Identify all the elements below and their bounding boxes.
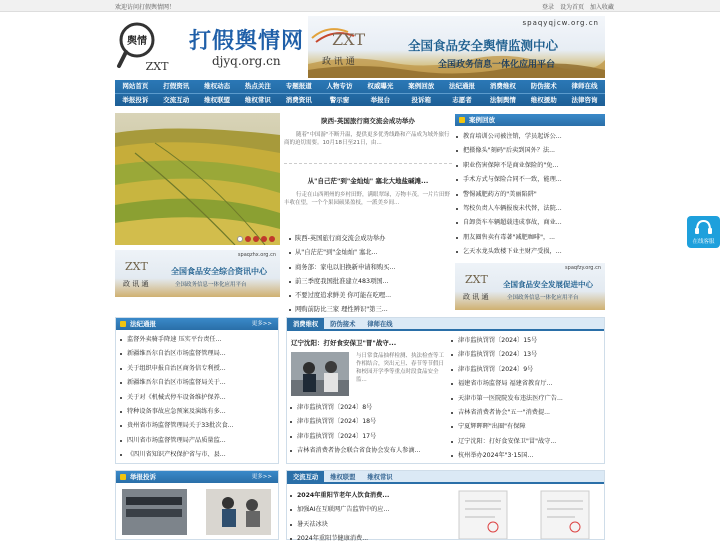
list-item[interactable]: 手术方式与保险合同不一致，能理... <box>455 173 605 187</box>
tab-anti-counterfeit[interactable]: 防伪接术 <box>330 321 356 328</box>
ad-title: 全国食品安全发展促进中心 <box>503 280 593 289</box>
list-item[interactable]: 津市监执罚罚〔2024〕15号 <box>450 334 604 348</box>
list-item[interactable]: 职业伤害保障不是商业保险的"免... <box>455 159 605 173</box>
list-item[interactable]: 教育培训公司被注销，学员起诉公... <box>455 130 605 144</box>
ad-banner-left[interactable] <box>115 250 280 297</box>
interaction-panel <box>286 470 605 543</box>
tab-interaction[interactable]: 交流互动 <box>287 471 324 482</box>
ad-subtitle: 全国政务信息一体化应用平台 <box>175 282 247 288</box>
news-list <box>288 232 452 318</box>
panel-icon <box>459 117 465 123</box>
ad-cn-name: 政 讯 通 <box>123 280 149 288</box>
ad-brand: ZXT <box>465 273 488 286</box>
list-item[interactable]: 自卸货车车辆超载违成事故，商业... <box>455 216 605 230</box>
ad-cn-name: 政 讯 通 <box>463 293 489 301</box>
list-item[interactable]: 朋友圈售卖有毒著"减肥咖啡"，... <box>455 231 605 245</box>
list-item[interactable]: 商务部：家电以旧换新申请和购买... <box>288 261 452 275</box>
list-item[interactable]: 警惕减肥药方的"美丽陷阱" <box>455 188 605 202</box>
list-item[interactable]: 2024年重阳节老年人饮食消费... <box>289 489 449 503</box>
list-item[interactable]: 津市监执罚罚〔2024〕13号 <box>450 348 604 362</box>
set-homepage-link[interactable]: 设为首页 <box>559 4 584 11</box>
tab-consumer-rights[interactable]: 消费维权 <box>287 318 324 329</box>
report-photo[interactable] <box>206 489 271 535</box>
law-panel <box>115 317 279 464</box>
tab-knowledge[interactable]: 维权常识 <box>367 474 393 481</box>
list-item[interactable]: 津市监执罚罚〔2024〕8号 <box>289 401 445 415</box>
list-item[interactable]: 吉林省消费者协会联合省食协会发布人参滴... <box>289 444 445 458</box>
ad-brand: ZXT <box>125 260 148 273</box>
nav-item[interactable]: 人物专访 <box>326 82 353 90</box>
online-service-button[interactable] <box>687 216 720 248</box>
list-item[interactable]: 吉林省消费者协会"五一"消费提... <box>450 406 604 420</box>
tab-alliance[interactable]: 维权联盟 <box>330 474 356 481</box>
nav-item[interactable]: 消费维权 <box>489 82 516 90</box>
case-panel <box>455 114 605 260</box>
panel-header <box>116 471 278 483</box>
list-item[interactable]: 关于组织申报自治区商务信专利授... <box>119 362 275 376</box>
nav-item[interactable]: 权威曝光 <box>367 82 394 90</box>
ad-subtitle: 全国政务信息一体化应用平台 <box>507 295 579 301</box>
tab-lawyer-online[interactable]: 律师在线 <box>367 321 393 328</box>
list-item[interactable]: 从"自茫茫"到"金灿灿" 塞北... <box>288 246 452 260</box>
nav-item[interactable]: 维权动态 <box>204 82 231 90</box>
nav-item[interactable]: 志愿者 <box>452 96 472 104</box>
list-item[interactable]: 加强AI在互联网广告监管中的应... <box>289 503 449 517</box>
top-banner[interactable] <box>308 16 605 78</box>
list-item[interactable]: 四川省市场监督管理局产品质量监... <box>119 434 275 448</box>
nav-item[interactable]: 案例回放 <box>408 82 435 90</box>
center-left-list <box>289 401 445 459</box>
list-item[interactable]: 贵州省市场监督管理局关于33批次食... <box>119 419 275 433</box>
site-header <box>115 14 605 79</box>
nav-item[interactable]: 投诉箱 <box>411 96 431 104</box>
nav-item[interactable]: 热点关注 <box>244 82 271 90</box>
list-item[interactable]: 《四川省知识产权保护省与市、县... <box>119 448 275 462</box>
nav-item[interactable]: 警示窗 <box>329 96 350 104</box>
nav-item[interactable]: 专题报道 <box>285 82 312 90</box>
nav-row-2 <box>115 93 605 106</box>
banner-url: spaqyqjcw.org.cn <box>522 19 599 27</box>
report-photos <box>116 483 278 539</box>
nav-item[interactable]: 法律咨询 <box>571 96 598 104</box>
logo-domain: djyq.org.cn <box>212 54 281 68</box>
panel-title: 法纪通报 <box>130 320 156 328</box>
ad-url: spaqfzy.org.cn <box>565 265 601 271</box>
site-logo[interactable] <box>115 14 305 79</box>
nav-item[interactable]: 举报投诉 <box>122 96 149 104</box>
list-item[interactable]: 暑天祛冰块 <box>289 518 449 532</box>
panel-header <box>116 318 278 330</box>
center-right-list <box>450 334 604 464</box>
online-service-label: 在线客服 <box>692 239 715 245</box>
more-link[interactable]: 更多>> <box>251 321 272 327</box>
ad-banner-right[interactable] <box>455 263 605 310</box>
ad-title: 全国食品安全综合资讯中心 <box>171 267 267 276</box>
nav-item[interactable]: 维权援助 <box>530 96 557 104</box>
nav-item[interactable]: 举报台 <box>370 96 391 104</box>
lead-title[interactable]: 辽宁沈阳：打好食安保卫"冒"战守... <box>291 339 397 347</box>
panel-header <box>455 114 605 126</box>
nav-item[interactable]: 律师在线 <box>571 82 598 90</box>
nav-item[interactable]: 消费资讯 <box>285 96 312 104</box>
list-item[interactable]: 杭州举办2024年"3·15国... <box>450 449 604 463</box>
add-favorite-link[interactable]: 加入收藏 <box>589 4 614 11</box>
slide-image <box>115 113 280 245</box>
panel-title: 案例回放 <box>469 116 495 124</box>
panel-title: 举报投诉 <box>130 473 156 481</box>
slide-dot[interactable] <box>253 236 259 242</box>
banner-brand: ZXT <box>332 30 366 49</box>
nav-item[interactable]: 网站首页 <box>122 82 149 90</box>
list-item[interactable]: 津市监执罚罚〔2024〕17号 <box>289 430 445 444</box>
slide-dots <box>237 236 275 242</box>
slide-dot[interactable] <box>245 236 251 242</box>
main-nav <box>115 80 605 106</box>
list-item[interactable]: 陕西-英国旅行商交流会成功举办 <box>288 232 452 246</box>
nav-item[interactable]: 维权联盟 <box>204 96 231 104</box>
more-link[interactable]: 更多>> <box>251 474 272 480</box>
law-list <box>116 333 278 463</box>
list-item[interactable]: 关于对《机械式停车设备维护保养... <box>119 391 275 405</box>
consumer-rights-panel <box>286 317 605 464</box>
doc-thumb[interactable] <box>541 491 589 539</box>
headline-title[interactable]: 从"自己茫"到"金灿灿" 塞北大地盐碱滩... <box>307 177 429 185</box>
slide-dot[interactable] <box>237 236 243 242</box>
headline-desc: 行走在山西朔州的乡村田野，满眼翠绿，万物丰茂。一片片田野丰收在望，一个个果园硕果盈枝，一派美乡间... <box>284 192 451 206</box>
nav-item[interactable]: 防伪接术 <box>530 82 557 90</box>
list-item[interactable]: 新疆维吾尔自治区市场监督管理局... <box>119 347 275 361</box>
nav-item[interactable]: 维权常识 <box>244 96 271 104</box>
doc-thumb[interactable] <box>459 491 507 539</box>
case-list <box>455 130 605 260</box>
headline-slideshow[interactable] <box>115 113 280 245</box>
list-item[interactable]: 宁夏辉晖晖"出圈"有保障 <box>450 420 604 434</box>
logo-seal: 舆情 <box>127 36 147 47</box>
list-item[interactable]: 津市监执罚罚〔2024〕18号 <box>289 415 445 429</box>
lead-desc: 与日常食品抽样检测、执法检查等工作相结合，突出元旦、春节等节假日和校园开学季等重点时段食品安全监... <box>356 353 445 383</box>
list-item[interactable]: 特种设备事故应急预案及演练有多... <box>119 405 275 419</box>
list-item[interactable]: 2024年重阳节健康消费... <box>289 532 449 546</box>
panel-icon <box>120 321 126 327</box>
list-item[interactable]: 辽宁沈阳：打好食安保卫"冒"战守... <box>450 435 604 449</box>
tab-bar <box>287 318 604 331</box>
list-item[interactable]: 监督外卖骑手降速 压实平台责任... <box>119 333 275 347</box>
tab-bar <box>287 471 604 484</box>
headline-news <box>284 113 452 217</box>
list-item[interactable]: 新疆维吾尔自治区市场监督局关于... <box>119 376 275 390</box>
list-item[interactable]: 津市监执罚罚〔2024〕9号 <box>450 363 604 377</box>
slide-dot[interactable] <box>261 236 267 242</box>
list-item[interactable]: 天津市第一医院院发布违法医疗广告... <box>450 392 604 406</box>
ad-url: spaqzhx.org.cn <box>237 252 276 258</box>
welcome-text: 欢迎访问打假舆情网！ <box>115 4 176 11</box>
report-panel <box>115 470 279 540</box>
nav-item[interactable]: 交流互动 <box>163 96 190 104</box>
headset-icon <box>687 216 720 236</box>
divider <box>284 163 452 164</box>
nav-row-1 <box>115 80 605 93</box>
logo-title: 打假舆情网 <box>189 29 305 54</box>
top-links <box>542 2 618 11</box>
interaction-list <box>289 489 449 547</box>
banner-title: 全国食品安全舆情监测中心 <box>408 38 559 53</box>
list-item[interactable]: 驾校负责人车辆报废未代替，法院... <box>455 202 605 216</box>
logo-brand: ZXT <box>145 60 169 73</box>
document-thumbnails <box>455 487 605 539</box>
banner-subtitle: 全国政务信息一体化应用平台 <box>438 60 556 70</box>
list-item[interactable]: 福建省市场监督局 福建省教育厅... <box>450 377 604 391</box>
panel-icon <box>120 474 126 480</box>
headline-title[interactable]: 陕西-英国旅行商交流会成功举办 <box>321 117 415 125</box>
list-item[interactable]: 把摄像头"刻码"后卖到国外？法... <box>455 144 605 158</box>
list-item[interactable]: 前三季度我国批准建立483项国... <box>288 275 452 289</box>
list-item[interactable]: 网购前防比三家 理性辨识"第三... <box>288 303 452 317</box>
login-link[interactable]: 登录 <box>542 4 555 11</box>
list-item[interactable]: 乞天水龙头致楼下业主财产受损，... <box>455 245 605 259</box>
list-item[interactable]: 不要过度追求鲜美 你可能在吃哩... <box>288 289 452 303</box>
slide-dot[interactable] <box>269 236 275 242</box>
headline-desc: 随着"中国游"不断升温，提供更多优秀线路和产品成为域外旅行商的迫切需要。10月18日至21日，由... <box>284 132 450 146</box>
top-bar <box>0 0 720 12</box>
lead-photo <box>291 352 349 396</box>
banner-cn-name: 政 讯 通 <box>322 57 355 67</box>
nav-item[interactable]: 法制舆情 <box>489 96 516 104</box>
nav-item[interactable]: 法纪通报 <box>449 82 476 90</box>
nav-item[interactable]: 打假资讯 <box>163 82 190 90</box>
